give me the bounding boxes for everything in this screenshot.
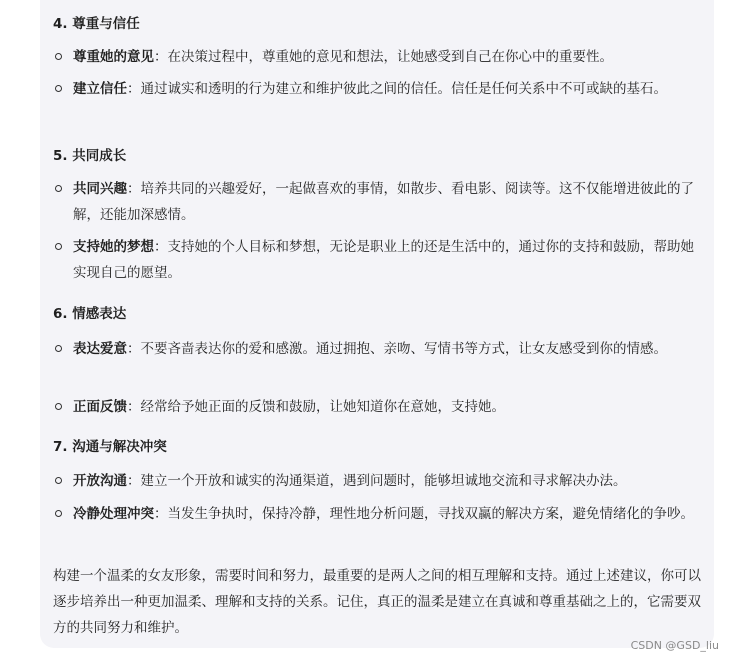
item-term: 尊重她的意见 (73, 49, 154, 65)
bullet-icon (55, 243, 62, 250)
summary-paragraph: 构建一个温柔的女友形象，需要时间和努力，最重要的是两人之间的相互理解和支持。通过上述建议，你可以逐步培养出一种更加温柔、理解和支持的关系。记住，真正的温柔是建立在真诚和尊重基础之上的，它需要双方的共同努力和维护。 (53, 568, 701, 636)
item-text: 建立一个开放和诚实的沟通渠道，遇到问题时，能够坦诚地交流和寻求解决办法。 (140, 473, 627, 489)
item-term: 共同兴趣 (73, 181, 127, 197)
list-item: 共同兴趣：培养共同的兴趣爱好，一起做喜欢的事情，如散步、看电影、阅读等。这不仅能增进彼此的了解，还能加深感情。 (53, 176, 703, 228)
item-text: 不要吝啬表达你的爱和感激。通过拥抱、亲吻、写情书等方式，让女友感受到你的情感。 (140, 341, 667, 357)
item-text: 支持她的个人目标和梦想，无论是职业上的还是生活中的，通过你的支持和鼓励，帮助她实现自己的愿望。 (73, 239, 694, 281)
csdn-watermark: CSDN @GSD_liu (630, 639, 719, 652)
item-term: 开放沟通 (73, 473, 127, 489)
item-term: 建立信任 (73, 81, 127, 97)
list-item: 建立信任：通过诚实和透明的行为建立和维护彼此之间的信任。信任是任何关系中不可或缺的基石。 (53, 76, 703, 102)
item-text: 在决策过程中，尊重她的意见和想法，让她感受到自己在你心中的重要性。 (167, 49, 613, 65)
section-heading-communication: 7. 沟通与解决冲突 (53, 439, 167, 455)
section-heading-grow-together: 5. 共同成长 (53, 148, 127, 164)
section-heading-respect-trust: 4. 尊重与信任 (53, 16, 140, 32)
list-item: 正面反馈：经常给予她正面的反馈和鼓励，让她知道你在意她，支持她。 (53, 394, 703, 420)
list-item: 支持她的梦想：支持她的个人目标和梦想，无论是职业上的还是生活中的，通过你的支持和鼓励，帮助她实现自己的愿望。 (53, 234, 703, 286)
section-heading-express-emotion: 6. 情感表达 (53, 306, 127, 322)
bullet-icon (55, 510, 62, 517)
item-text: 通过诚实和透明的行为建立和维护彼此之间的信任。信任是任何关系中不可或缺的基石。 (140, 81, 667, 97)
item-text: 培养共同的兴趣爱好，一起做喜欢的事情，如散步、看电影、阅读等。这不仅能增进彼此的了解，还能加深感情。 (73, 181, 694, 223)
item-term: 正面反馈 (73, 399, 127, 415)
list-item: 表达爱意：不要吝啬表达你的爱和感激。通过拥抱、亲吻、写情书等方式，让女友感受到你的情感。 (53, 336, 703, 362)
item-term: 冷静处理冲突 (73, 506, 154, 522)
item-text: 经常给予她正面的反馈和鼓励，让她知道你在意她，支持她。 (140, 399, 505, 415)
list-item: 开放沟通：建立一个开放和诚实的沟通渠道，遇到问题时，能够坦诚地交流和寻求解决办法。 (53, 468, 703, 494)
bullet-icon (55, 85, 62, 92)
item-term: 支持她的梦想 (73, 239, 154, 255)
bullet-icon (55, 403, 62, 410)
bullet-icon (55, 477, 62, 484)
bullet-icon (55, 185, 62, 192)
bullet-icon (55, 53, 62, 60)
list-item: 冷静处理冲突：当发生争执时，保持冷静，理性地分析问题，寻找双赢的解决方案，避免情绪化的争吵。 (53, 501, 703, 527)
list-item: 尊重她的意见：在决策过程中，尊重她的意见和想法，让她感受到自己在你心中的重要性。 (53, 44, 703, 70)
bullet-icon (55, 345, 62, 352)
item-term: 表达爱意 (73, 341, 127, 357)
item-text: 当发生争执时，保持冷静，理性地分析问题，寻找双赢的解决方案，避免情绪化的争吵。 (167, 506, 694, 522)
